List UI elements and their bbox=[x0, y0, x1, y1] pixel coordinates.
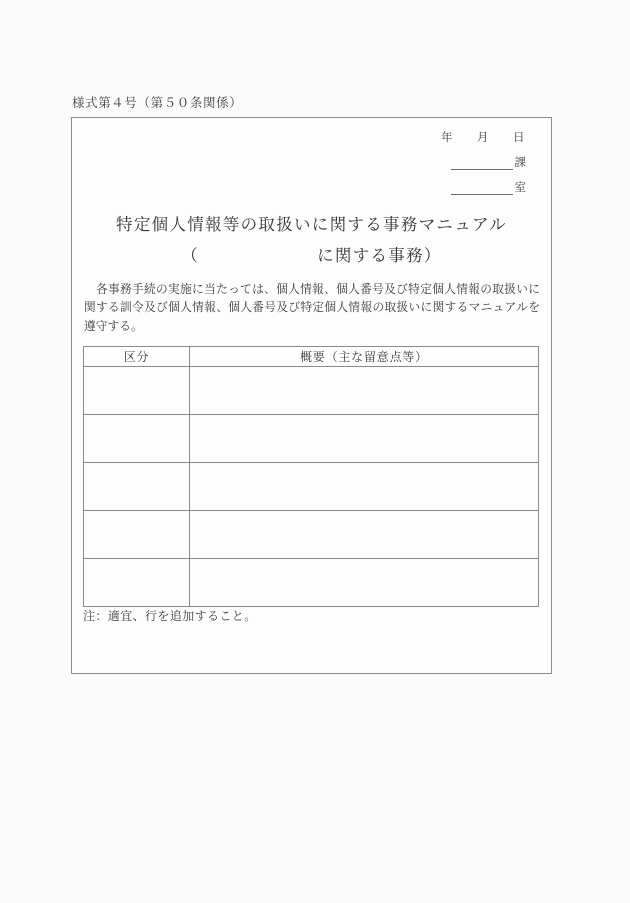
department-field-row bbox=[396, 156, 526, 170]
manual-table bbox=[83, 346, 539, 607]
department-label: 課 bbox=[514, 157, 526, 169]
table-row bbox=[84, 511, 539, 559]
table-row bbox=[84, 415, 539, 463]
cell-gaiyou[interactable] bbox=[190, 511, 539, 559]
column-header-kubun: 区分 bbox=[84, 347, 190, 367]
section-field-row bbox=[396, 181, 526, 195]
table-row bbox=[84, 463, 539, 511]
document-title: 特定個人情報等の取扱いに関する事務マニュアル bbox=[116, 215, 507, 234]
cell-kubun[interactable] bbox=[84, 511, 190, 559]
document-subtitle bbox=[72, 242, 551, 266]
cell-kubun[interactable] bbox=[84, 415, 190, 463]
table-row bbox=[84, 559, 539, 607]
cell-gaiyou[interactable] bbox=[190, 367, 539, 415]
cell-kubun[interactable] bbox=[84, 559, 190, 607]
table-header-row bbox=[84, 347, 539, 367]
subtitle-close-text: に関する事務） bbox=[317, 246, 442, 265]
year-label: 年 bbox=[441, 132, 453, 144]
table-row bbox=[84, 367, 539, 415]
intro-paragraph: 各事務手続の実施に当たっては、個人情報、個人番号及び特定個人情報の取扱いに関する訓令及び個人情報、個人番号及び特定個人情報の取扱いに関するマニュアルを遵守する。 bbox=[84, 283, 540, 333]
section-label: 室 bbox=[514, 182, 526, 194]
cell-gaiyou[interactable] bbox=[190, 463, 539, 511]
column-header-gaiyou: 概要（主な留意点等） bbox=[190, 347, 539, 367]
month-label: 月 bbox=[477, 132, 489, 144]
cell-gaiyou[interactable] bbox=[190, 415, 539, 463]
cell-gaiyou[interactable] bbox=[190, 559, 539, 607]
day-label: 日 bbox=[513, 132, 525, 144]
document-frame bbox=[71, 117, 552, 674]
department-input-rule[interactable] bbox=[451, 156, 513, 170]
table-footnote: 注：適宜、行を追加すること。 bbox=[83, 609, 257, 623]
section-input-rule[interactable] bbox=[451, 181, 513, 195]
header-meta-block bbox=[396, 129, 526, 195]
form-number: 様式第４号（第５０条関係） bbox=[72, 96, 243, 110]
cell-kubun[interactable] bbox=[84, 367, 190, 415]
date-line bbox=[396, 129, 526, 145]
cell-kubun[interactable] bbox=[84, 463, 190, 511]
subtitle-open-paren: （ bbox=[181, 246, 200, 265]
